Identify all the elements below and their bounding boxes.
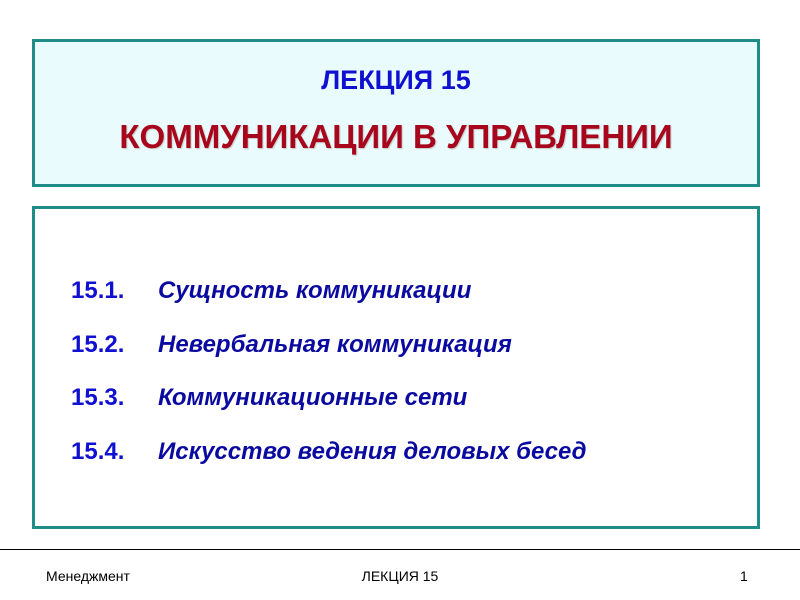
toc-item-text: Искусство ведения деловых бесед — [158, 437, 587, 465]
footer-lecture-label: ЛЕКЦИЯ 15 — [361, 568, 439, 584]
toc-item-number: 15.3. — [71, 384, 125, 411]
table-of-contents — [71, 276, 586, 490]
title-box — [32, 39, 760, 187]
toc-item — [71, 276, 586, 330]
footer-page-number: 1 — [740, 568, 748, 584]
toc-item-text: Невербальная коммуникация — [158, 330, 512, 358]
table-of-contents-box — [32, 206, 760, 529]
footer-course-name: Менеджмент — [46, 568, 130, 584]
toc-item-number: 15.1. — [71, 277, 125, 304]
toc-item — [71, 383, 586, 437]
lecture-title: КОММУНИКАЦИИ В УПРАВЛЕНИИ — [119, 118, 673, 155]
toc-item-text: Коммуникационные сети — [158, 384, 468, 411]
footer-divider — [0, 549, 800, 550]
lecture-number: ЛЕКЦИЯ 15 — [321, 65, 471, 95]
toc-item — [71, 437, 586, 491]
toc-item-text: Сущность коммуникации — [158, 277, 472, 304]
toc-item — [71, 330, 586, 384]
toc-item-number: 15.2. — [71, 330, 125, 358]
toc-item-number: 15.4. — [71, 437, 125, 465]
